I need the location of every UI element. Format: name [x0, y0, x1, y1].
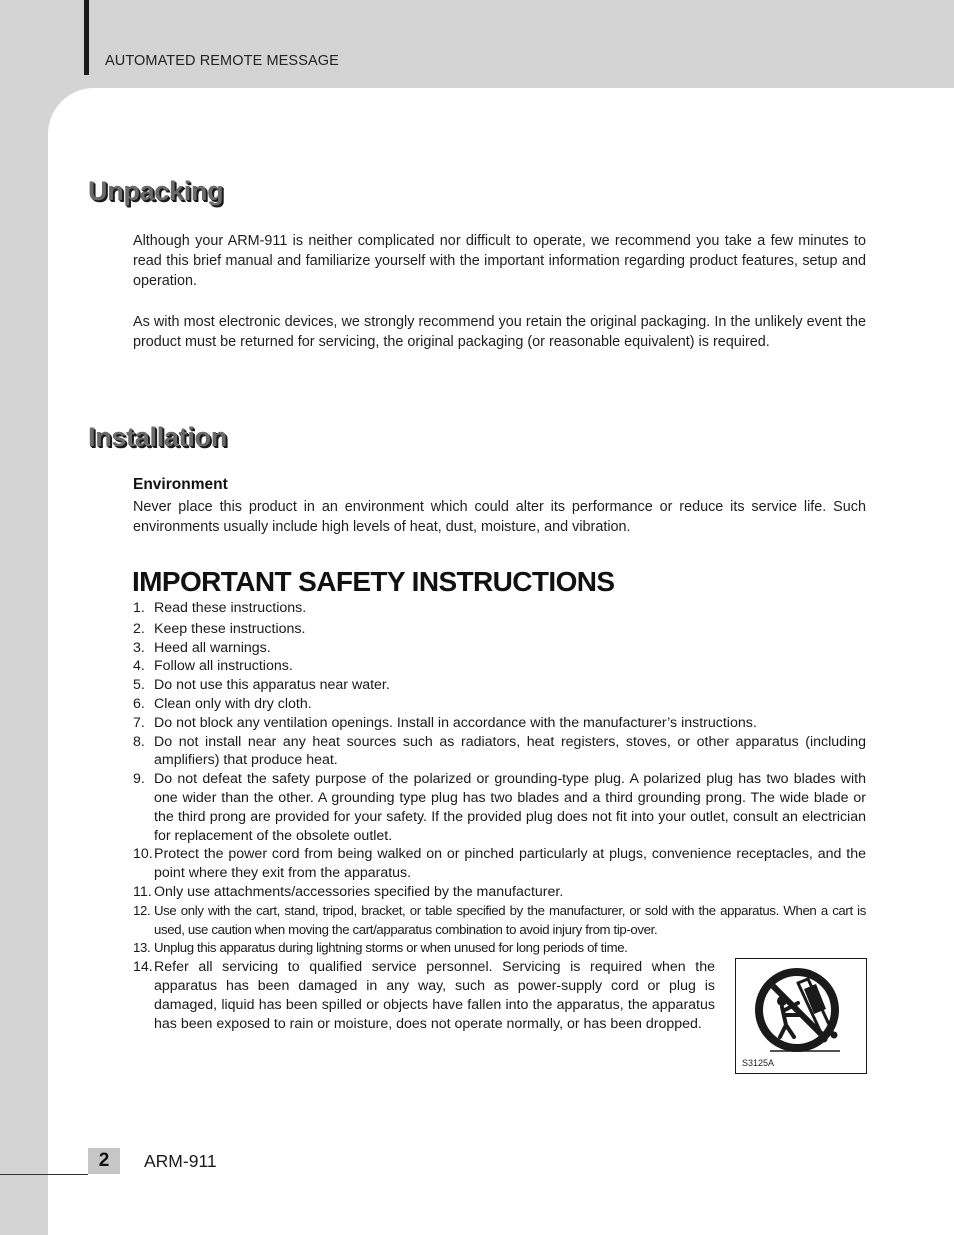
environment-heading: Environment — [133, 476, 228, 493]
list-item: 6. Clean only with dry cloth. — [133, 695, 312, 712]
list-item: 2. Keep these instructions. — [133, 620, 306, 637]
cart-warning-figure — [735, 958, 867, 1074]
list-item: 3. Heed all warnings. — [133, 639, 271, 656]
cart-tip-over-warning-icon — [736, 959, 866, 1073]
list-item: 4. Follow all instructions. — [133, 658, 293, 675]
list-item: 14. Refer all servicing to qualified service personnel. Servicing is required when the apparatus has been damaged in any way, such as power-supply cord or plug is damaged, liquid has been spilled or objects have fallen into the apparatus, the apparatus has been exposed to rain or moisture, does not operate normally, or has been dropped. — [133, 959, 715, 1032]
list-item: 11. Only use attachments/accessories specified by the manufacturer. — [133, 883, 564, 900]
installation-heading: Installation — [88, 422, 227, 452]
list-item: 9. Do not defeat the safety purpose of the polarized or grounding-type plug. A polarized plug has two blades with one wider than the other. A grounding type plug has two blades and a third grounding prong. The wide blade or the third prong are provided for your safety. If the provided plug does not fit into your outlet, consult an electrician for replacement of the obsolete outlet. — [133, 771, 866, 844]
environment-text: Never place this product in an environment which could alter its performance or reduce its service life. Such environments usually include high levels of heat, dust, moisture, and vibration. — [133, 499, 866, 535]
unpacking-paragraph-1: Although your ARM-911 is neither complicated nor difficult to operate, we recommend you take a few minutes to read this brief manual and familiarize yourself with the important information regarding product features, setup and operation. — [133, 233, 866, 289]
list-item: 12. Use only with the cart, stand, tripod, bracket, or table specified by the manufacturer, or sold with the apparatus. When a cart is used, use caution when moving the cart/apparatus combination to avoid injury from tip-over. — [133, 902, 866, 937]
list-item: 8. Do not install near any heat sources such as radiators, heat registers, stoves, or other apparatus (including amplifiers) that produce heat. — [133, 733, 866, 769]
safety-instructions-heading: IMPORTANT SAFETY INSTRUCTIONS — [132, 566, 615, 597]
list-item: 13. Unplug this apparatus during lightning storms or when unused for long periods of time. — [133, 940, 628, 956]
header-title: AUTOMATED REMOTE MESSAGE — [105, 53, 339, 69]
header-accent-bar — [84, 0, 89, 75]
footer-rule — [0, 1174, 88, 1175]
list-item: 7. Do not block any ventilation openings. Install in accordance with the manufacturer’s instructions. — [133, 714, 757, 731]
list-item: 1. Read these instructions. — [133, 600, 307, 616]
footer-model-name: ARM-911 — [144, 1151, 217, 1171]
list-item: 5. Do not use this apparatus near water. — [133, 677, 390, 694]
page-number: 2 — [88, 1148, 120, 1174]
list-item: 10. Protect the power cord from being walked on or pinched particularly at plugs, convenience receptacles, and the point where they exit from the apparatus. — [133, 846, 866, 882]
unpacking-paragraph-2: As with most electronic devices, we strongly recommend you retain the original packaging. In the unlikely event the product must be returned for servicing, the original packaging (or reasonable equivalent) is required. — [133, 314, 866, 350]
cart-warning-code: S3125A — [742, 1058, 775, 1068]
unpacking-heading: Unpacking — [88, 176, 224, 206]
